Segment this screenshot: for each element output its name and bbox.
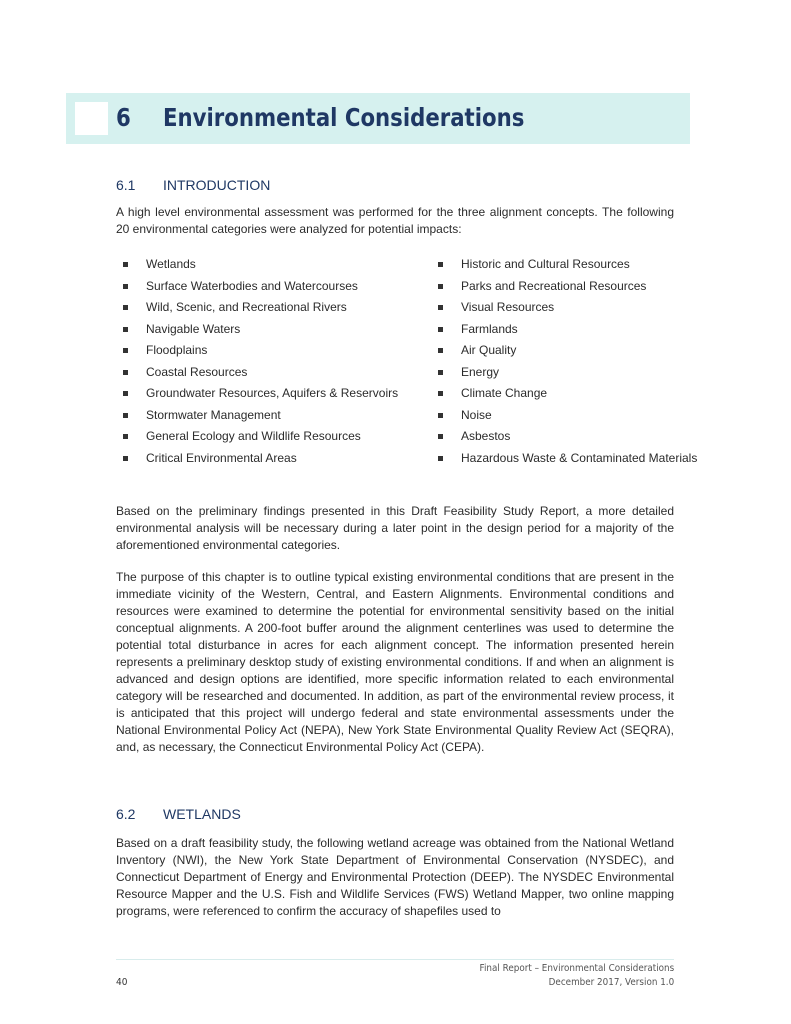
bullet-icon	[438, 391, 443, 396]
bullet-icon	[438, 305, 443, 310]
wetlands-paragraph: Based on a draft feasibility study, the following wetland acreage was obtained from the National Wetland Inventory (NWI), the New York State Department of Environmental Conservation (NYSDEC), and Connecticut Department of Energy and Environmental Protection (DEEP). The NYSDEC Environmental Resource Mapper and the U.S. Fish and Wildlife Services (FWS) Wetland Mapper, two online mapping programs, were referenced to confirm the accuracy of shapefiles used to	[116, 836, 674, 918]
list-item: Hazardous Waste & Contaminated Materials	[431, 448, 697, 470]
chapter-marker-square	[75, 102, 108, 135]
bullet-icon	[123, 284, 128, 289]
bullet-icon	[123, 348, 128, 353]
bullet-icon	[123, 370, 128, 375]
list-item: Farmlands	[431, 319, 697, 341]
page-number: 40	[116, 977, 128, 988]
category-list-left	[116, 254, 398, 469]
list-item: Visual Resources	[431, 297, 697, 319]
bullet-icon	[123, 413, 128, 418]
footer-divider	[116, 959, 674, 960]
section-heading-wetlands	[116, 805, 241, 823]
footer-report-info	[453, 962, 674, 990]
bullet-icon	[438, 262, 443, 267]
list-item: Critical Environmental Areas	[116, 448, 398, 470]
intro-paragraph: A high level environmental assessment was performed for the three alignment concepts. The following 20 environmental categories were analyzed for potential impacts:	[116, 205, 674, 236]
bullet-icon	[438, 370, 443, 375]
list-item: Noise	[431, 405, 697, 427]
bullet-icon	[123, 391, 128, 396]
bullet-icon	[438, 434, 443, 439]
bullet-icon	[438, 327, 443, 332]
list-item: Coastal Resources	[116, 362, 398, 384]
list-item: Air Quality	[431, 340, 697, 362]
list-item: Navigable Waters	[116, 319, 398, 341]
bullet-icon	[123, 456, 128, 461]
findings-paragraph: Based on the preliminary findings presented in this Draft Feasibility Study Report, a more detailed environmental analysis will be necessary during a later point in the design period for a majority of the aforementioned environmental categories.	[116, 504, 674, 552]
bullet-icon	[438, 284, 443, 289]
footer-report-date: December 2017, Version 1.0	[548, 977, 674, 988]
category-list-right	[431, 254, 697, 469]
section-heading-introduction	[116, 176, 270, 194]
list-item: Asbestos	[431, 426, 697, 448]
list-item: Groundwater Resources, Aquifers & Reservoirs	[116, 383, 398, 405]
chapter-title: Environmental Considerations	[163, 103, 525, 132]
purpose-paragraph: The purpose of this chapter is to outline typical existing environmental conditions that are present in the immediate vicinity of the Western, Central, and Eastern Alignments. Environmental conditions and resources were examined to determine the potential for environmental sensitivity based on the initial conceptual alignments. A 200-foot buffer around the alignment centerlines was used to determine the potential total disturbance in acres for each alignment concept. The information presented herein represents a preliminary desktop study of existing environmental conditions. If and when an alignment is advanced and design options are identified, more specific information related to each environmental category will be researched and documented. In addition, as part of the environmental review process, it is anticipated that this project will undergo federal and state environmental assessments under the National Environmental Policy Act (NEPA), New York State Environmental Quality Review Act (SEQRA), and, as necessary, the Connecticut Environmental Policy Act (CEPA).	[116, 570, 674, 754]
list-item: Surface Waterbodies and Watercourses	[116, 276, 398, 298]
chapter-number: 6	[116, 103, 131, 132]
list-item: Wild, Scenic, and Recreational Rivers	[116, 297, 398, 319]
bullet-icon	[438, 456, 443, 461]
section-number: 6.2	[116, 806, 136, 822]
list-item: Historic and Cultural Resources	[431, 254, 697, 276]
list-item: Floodplains	[116, 340, 398, 362]
list-item: General Ecology and Wildlife Resources	[116, 426, 398, 448]
list-item: Parks and Recreational Resources	[431, 276, 697, 298]
section-title: WETLANDS	[163, 806, 241, 822]
bullet-icon	[438, 348, 443, 353]
list-item: Climate Change	[431, 383, 697, 405]
section-number: 6.1	[116, 177, 136, 193]
list-item: Wetlands	[116, 254, 398, 276]
section-title: INTRODUCTION	[163, 177, 271, 193]
bullet-icon	[123, 327, 128, 332]
bullet-icon	[123, 434, 128, 439]
list-item: Stormwater Management	[116, 405, 398, 427]
bullet-icon	[123, 262, 128, 267]
list-item: Energy	[431, 362, 697, 384]
footer-report-title: Final Report – Environmental Considerations	[479, 963, 674, 974]
bullet-icon	[438, 413, 443, 418]
bullet-icon	[123, 305, 128, 310]
